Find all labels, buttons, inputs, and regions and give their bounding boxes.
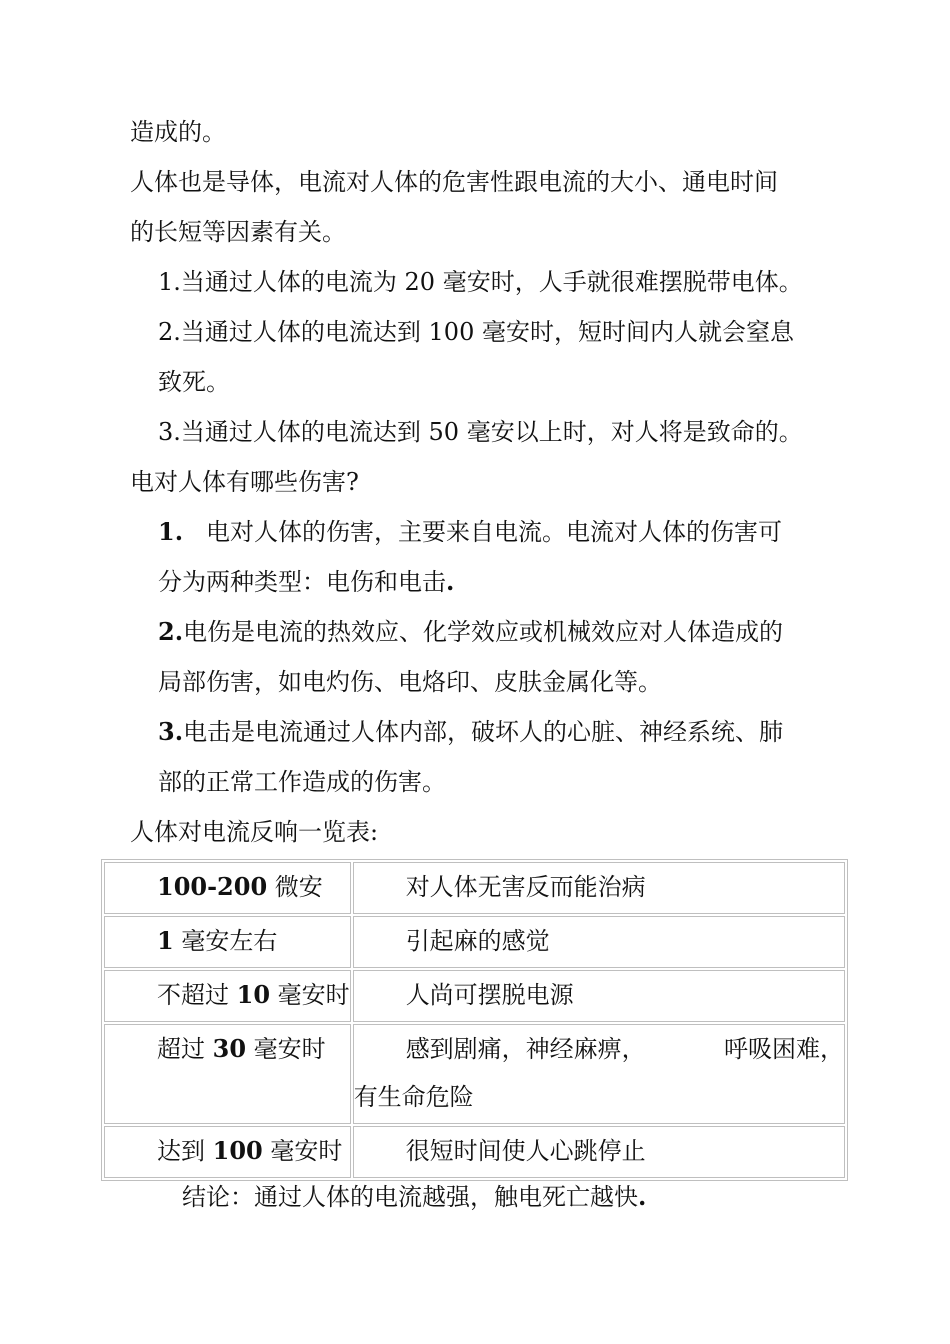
table-row [104, 862, 845, 914]
current-prefix: 不超过 [157, 981, 237, 1009]
harm-item-number: 2. [158, 617, 184, 646]
harm-item-1-cont [158, 566, 454, 598]
effect-cell [353, 1024, 845, 1124]
current-value: 10 [236, 980, 271, 1009]
current-unit: 毫安时 [246, 1035, 326, 1063]
harm-item-text: 电对人体的伤害，主要来自电流。电流对人体的伤害可 [183, 518, 782, 546]
current-value: 1 [157, 926, 174, 955]
current-value: 100 [212, 1136, 263, 1165]
effect-part-b: 呼吸困难， [724, 1035, 844, 1063]
table-row [104, 1024, 845, 1124]
current-cell [104, 970, 351, 1022]
effect-cell: 对人体无害反而能治病 [353, 862, 845, 914]
current-cell [104, 916, 351, 968]
current-value: 100-200 [157, 872, 268, 901]
fact-1: 1.当通过人体的电流为 20 毫安时，人手就很难摆脱带电体。 [158, 268, 803, 296]
intro-line-3: 的长短等因素有关。 [130, 218, 346, 246]
current-response-table [101, 859, 848, 1181]
table-title: 人体对电流反响一览表: [130, 818, 379, 846]
harm-item-number: 3. [158, 717, 184, 746]
harm-item-number: 1. [158, 517, 184, 546]
current-cell [104, 1024, 351, 1124]
table-row [104, 970, 845, 1022]
harm-item-2 [158, 616, 783, 648]
intro-line-1: 造成的。 [130, 118, 226, 146]
effect-part-a: 感到剧痛，神经麻痹， [405, 1035, 646, 1063]
harm-item-2-cont: 局部伤害，如电灼伤、电烙印、皮肤金属化等。 [158, 668, 662, 696]
harm-item-3 [158, 716, 783, 748]
harm-item-text: 电伤是电流的热效应、化学效应或机械效应对人体造成的 [183, 618, 784, 646]
current-unit: 毫安时 [270, 981, 350, 1009]
current-unit: 毫安左右 [173, 927, 278, 955]
conclusion [182, 1181, 646, 1213]
harm-item-cont-text: 分为两种类型：电伤和电击 [158, 568, 446, 596]
current-cell [104, 1126, 351, 1178]
fact-2: 2.当通过人体的电流达到 100 毫安时，短时间内人就会窒息 [158, 318, 794, 346]
table-row [104, 1126, 845, 1178]
current-prefix: 超过 [157, 1035, 213, 1063]
harm-item-text: 电击是电流通过人体内部，破坏人的心脏、神经系统、肺 [183, 718, 784, 746]
intro-line-2: 人体也是导体，电流对人体的危害性跟电流的大小、通电时间 [130, 168, 778, 196]
harm-heading: 电对人体有哪些伤害? [130, 468, 359, 496]
current-unit: 微安 [267, 873, 323, 901]
current-value: 30 [212, 1034, 247, 1063]
effect-cell: 人尚可摆脱电源 [353, 970, 845, 1022]
fact-3: 3.当通过人体的电流达到 50 毫安以上时，对人将是致命的。 [158, 418, 803, 446]
effect-first-line [354, 1033, 844, 1065]
effect-second-line: 有生命危险 [353, 1083, 474, 1111]
effect-cell: 引起麻的感觉 [353, 916, 845, 968]
table-row [104, 916, 845, 968]
conclusion-end: . [638, 1182, 647, 1211]
harm-item-1 [158, 516, 782, 548]
harm-item-cont-end: . [446, 567, 455, 596]
current-unit: 毫安时 [262, 1137, 343, 1165]
conclusion-text: 结论：通过人体的电流越强，触电死亡越快 [182, 1183, 638, 1211]
current-prefix: 达到 [157, 1137, 213, 1165]
effect-cell: 很短时间使人心跳停止 [353, 1126, 845, 1178]
fact-2-cont: 致死。 [158, 368, 230, 396]
current-cell [104, 862, 351, 914]
harm-item-3-cont: 部的正常工作造成的伤害。 [158, 768, 446, 796]
